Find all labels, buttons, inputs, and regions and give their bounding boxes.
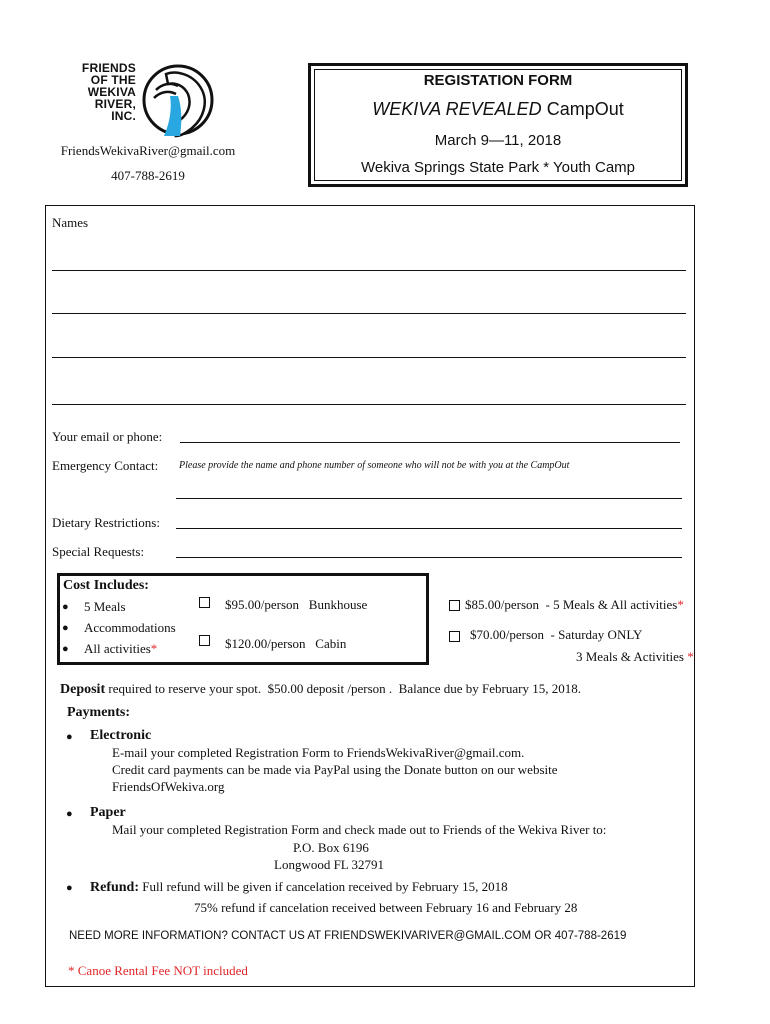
emergency-contact-label: Emergency Contact: (52, 458, 159, 473)
deposit-details: required to reserve your spot. $50.00 deposit /person . Balance due by February 15, 2018. (105, 681, 581, 696)
paper-line: Mail your completed Registration Form and check made out to Friends of the Wekiva River to: (112, 822, 607, 837)
bullet-icon: ● (62, 601, 69, 613)
electronic-line-2: Credit card payments can be made via PayPal using the Donate button on our website (112, 762, 558, 777)
refund-title: Refund: (90, 880, 140, 895)
more-info-banner: NEED MORE INFORMATION? CONTACT US AT FRIENDSWEKIVARIVER@GMAIL.COM OR 407-788-2619 (69, 930, 627, 942)
bullet-icon: ● (62, 643, 69, 655)
contact-email: FriendsWekivaRiver@gmail.com (60, 143, 236, 158)
cabin-checkbox[interactable] (199, 635, 210, 646)
canoe-footnote: * Canoe Rental Fee NOT included (68, 963, 248, 978)
names-line-1[interactable] (52, 270, 686, 271)
option-saturday-sub-text: 3 Meals & Activities (576, 649, 688, 664)
logo-line: WEKIVA (87, 85, 136, 99)
event-title (311, 99, 685, 120)
bullet-icon: ● (62, 622, 69, 634)
event-title-italic: WEKIVA REVEALED (372, 99, 542, 119)
asterisk-mark: * (150, 641, 158, 656)
cost-item-accommodations: Accommodations (84, 620, 176, 635)
bullet-icon: ● (66, 731, 73, 743)
bullet-icon: ● (66, 808, 73, 820)
form-heading: REGISTATION FORM (423, 72, 573, 89)
electronic-line-1: E-mail your completed Registration Form to FriendsWekivaRiver@gmail.com. (112, 745, 525, 760)
electronic-line-3: FriendsOfWekiva.org (112, 779, 225, 794)
names-line-4[interactable] (52, 404, 686, 405)
email-phone-label: Your email or phone: (52, 429, 163, 444)
special-requests-line[interactable] (176, 557, 682, 558)
option-cabin-label: $120.00/person Cabin (225, 636, 347, 651)
option-meals-activities-text: $85.00/person - 5 Meals & All activities (465, 597, 678, 612)
names-line-2[interactable] (52, 313, 686, 314)
option-bunkhouse-label: $95.00/person Bunkhouse (225, 597, 368, 612)
saturday-only-checkbox[interactable] (449, 631, 460, 642)
option-saturday-sub (576, 649, 694, 665)
logo-line: RIVER, (94, 97, 136, 111)
cost-includes-heading: Cost Includes: (63, 578, 149, 593)
logo-line: OF THE (90, 73, 136, 87)
mailing-address-1: P.O. Box 6196 (293, 840, 369, 855)
emergency-contact-line[interactable] (176, 498, 682, 499)
payments-heading: Payments: (67, 705, 130, 720)
logo-line: FRIENDS (81, 61, 136, 75)
emergency-contact-note: Please provide the name and phone number of someone who will not be with you at the CampOut (179, 460, 570, 471)
email-phone-line[interactable] (180, 442, 680, 443)
cost-item-meals: 5 Meals (84, 599, 126, 614)
event-title-rest: CampOut (541, 99, 624, 119)
special-requests-label: Special Requests: (52, 544, 145, 559)
dietary-label: Dietary Restrictions: (52, 515, 160, 530)
dietary-line[interactable] (176, 528, 682, 529)
refund-details: Full refund will be given if cancelation received by February 15, 2018 (139, 879, 508, 894)
names-line-3[interactable] (52, 357, 686, 358)
contact-phone: 407-788-2619 (111, 168, 185, 183)
meals-activities-checkbox[interactable] (449, 600, 460, 611)
deposit-text (60, 681, 581, 698)
cost-item-activities-text: All activities (84, 641, 151, 656)
organization-logo (72, 60, 222, 142)
refund-text (90, 879, 508, 896)
event-location: Wekiva Springs State Park * Youth Camp (360, 159, 636, 176)
asterisk-mark: * (677, 597, 684, 612)
event-dates: March 9—11, 2018 (434, 132, 562, 149)
cost-item-activities (84, 641, 157, 657)
bullet-icon: ● (66, 882, 73, 894)
hand-river-logo-icon (136, 60, 216, 140)
bunkhouse-checkbox[interactable] (199, 597, 210, 608)
logo-wordmark (72, 62, 136, 122)
option-meals-activities (465, 597, 684, 613)
title-box (308, 63, 688, 187)
logo-line: INC. (111, 109, 136, 123)
asterisk-mark: * (687, 649, 694, 664)
paper-title: Paper (90, 805, 126, 820)
option-saturday-label: $70.00/person - Saturday ONLY (470, 627, 643, 642)
electronic-title: Electronic (90, 728, 152, 743)
deposit-label: Deposit (60, 682, 106, 697)
refund-line-2: 75% refund if cancelation received between February 16 and February 28 (194, 900, 578, 915)
names-label: Names (52, 215, 89, 230)
mailing-address-2: Longwood FL 32791 (274, 857, 385, 872)
